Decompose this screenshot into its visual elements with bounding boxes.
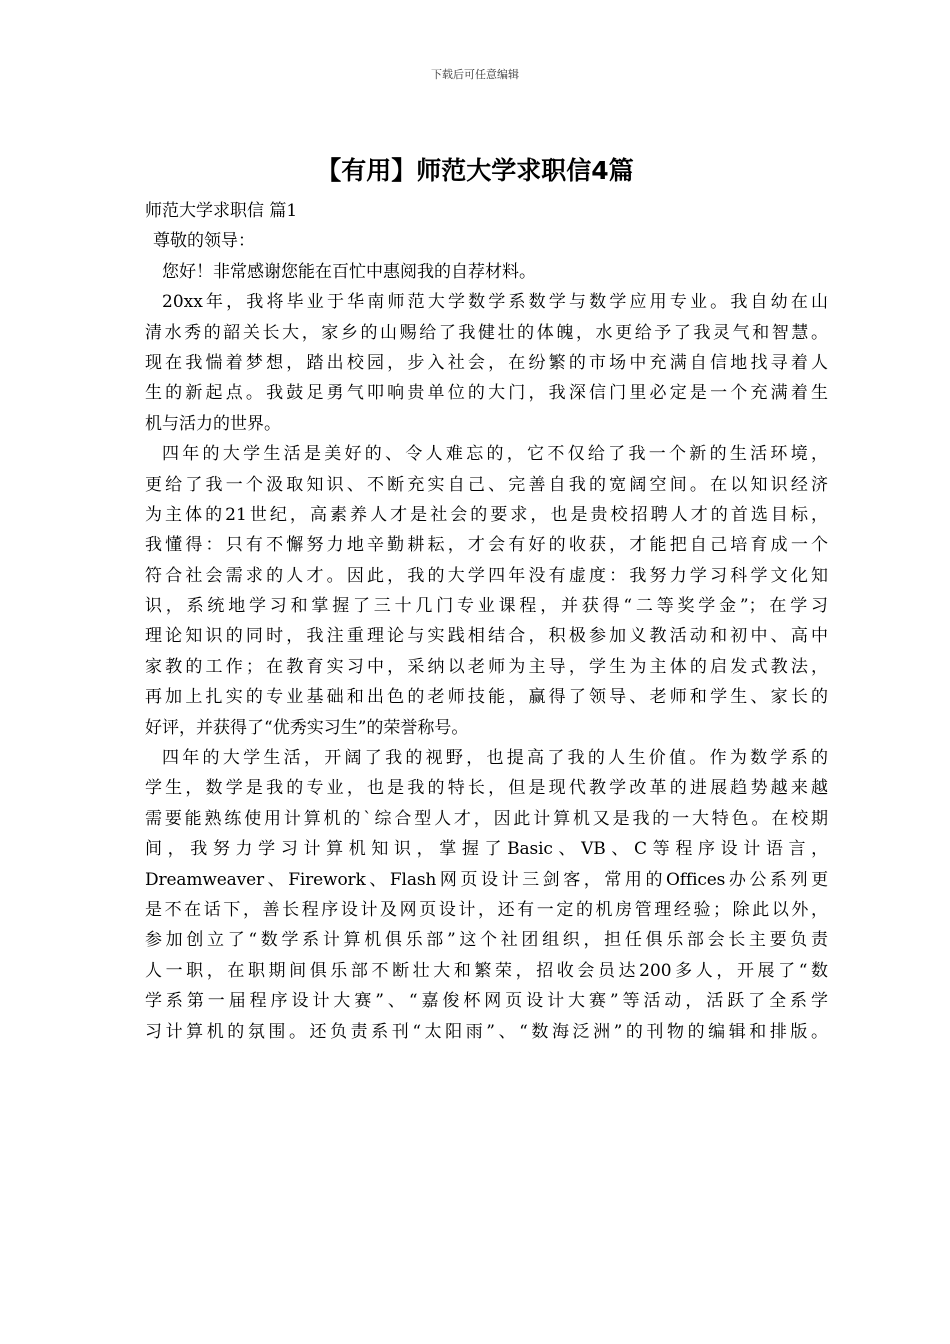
text-line: 符合社会需求的人才。因此，我的大学四年没有虚度：我努力学习科学文化知 (145, 565, 828, 586)
text-line: 四年的大学生活，开阔了我的视野，也提高了我的人生价值。作为数学系的 (162, 748, 828, 769)
text-line: 学生，数学是我的专业，也是我的特长，但是现代教学改革的进展趋势越来越 (145, 778, 828, 799)
text-line: 四年的大学生活是美好的、令人难忘的，它不仅给了我一个新的生活环境， (162, 444, 828, 465)
text-line: 好评，并获得了“优秀实习生”的荣誉称号。 (145, 717, 469, 738)
text-line: 再加上扎实的专业基础和出色的老师技能，赢得了领导、老师和学生、家长的 (145, 687, 828, 708)
text-line: 20xx年，我将毕业于华南师范大学数学系数学与数学应用专业。我自幼在山 (162, 292, 828, 313)
text-line: 清水秀的韶关长大，家乡的山赐给了我健壮的体魄，水更给予了我灵气和智慧。 (145, 322, 828, 343)
text-line: Dreamweaver、Firework、Flash网页设计三剑客，常用的Offices办公系列更 (145, 869, 828, 890)
text-line: 识，系统地学习和掌握了三十几门专业课程，并获得“二等奖学金”；在学习 (145, 596, 828, 617)
header-note: 下载后可任意编辑 (431, 68, 519, 81)
text-line: 学系第一届程序设计大赛”、“嘉俊杯网页设计大赛”等活动，活跃了全系学 (145, 991, 828, 1012)
text-line: 您好！非常感谢您能在百忙中惠阅我的自荐材料。 (162, 261, 536, 282)
text-line: 机与活力的世界。 (145, 413, 281, 434)
text-line: 为主体的21世纪，高素养人才是社会的要求，也是贵校招聘人才的首选目标， (145, 504, 828, 525)
text-line: 家教的工作；在教育实习中，采纳以老师为主导，学生为主体的启发式教法， (145, 656, 828, 677)
text-line: 生的新起点。我鼓足勇气叩响贵单位的大门，我深信门里必定是一个充满着生 (145, 383, 828, 404)
text-line: 是不在话下，善长程序设计及网页设计，还有一定的机房管理经验；除此以外， (145, 899, 828, 920)
text-line: 我懂得：只有不懈努力地辛勤耕耘，才会有好的收获，才能把自己培育成一个 (145, 535, 828, 556)
text-line: 习计算机的氛围。还负责系刊“太阳雨”、“数海泛洲”的刊物的编辑和排版。 (145, 1021, 828, 1042)
text-line: 师范大学求职信 篇1 (145, 201, 298, 221)
text-line: 现在我惴着梦想，踏出校园，步入社会，在纷繁的市场中充满自信地找寻着人 (145, 352, 828, 373)
text-line: 需要能熟练使用计算机的`综合型人才，因此计算机又是我的一大特色。在校期 (145, 808, 828, 829)
text-line: 更给了我一个汲取知识、不断充实自己、完善自我的宽阔空间。在以知识经济 (145, 474, 828, 495)
document-body (145, 196, 828, 1047)
document-title: 【有用】师范大学求职信4篇 (316, 156, 634, 185)
text-line: 尊敬的领导： (153, 231, 255, 252)
text-line: 间，我努力学习计算机知识，掌握了Basic、VB、C等程序设计语言， (145, 839, 828, 860)
text-line: 人一职，在职期间俱乐部不断壮大和繁荣，招收会员达200多人，开展了“数 (145, 960, 828, 981)
text-line: 参加创立了“数学系计算机俱乐部”这个社团组织，担任俱乐部会长主要负责 (145, 930, 828, 951)
text-line: 理论知识的同时，我注重理论与实践相结合，积极参加义教活动和初中、高中 (145, 626, 828, 647)
